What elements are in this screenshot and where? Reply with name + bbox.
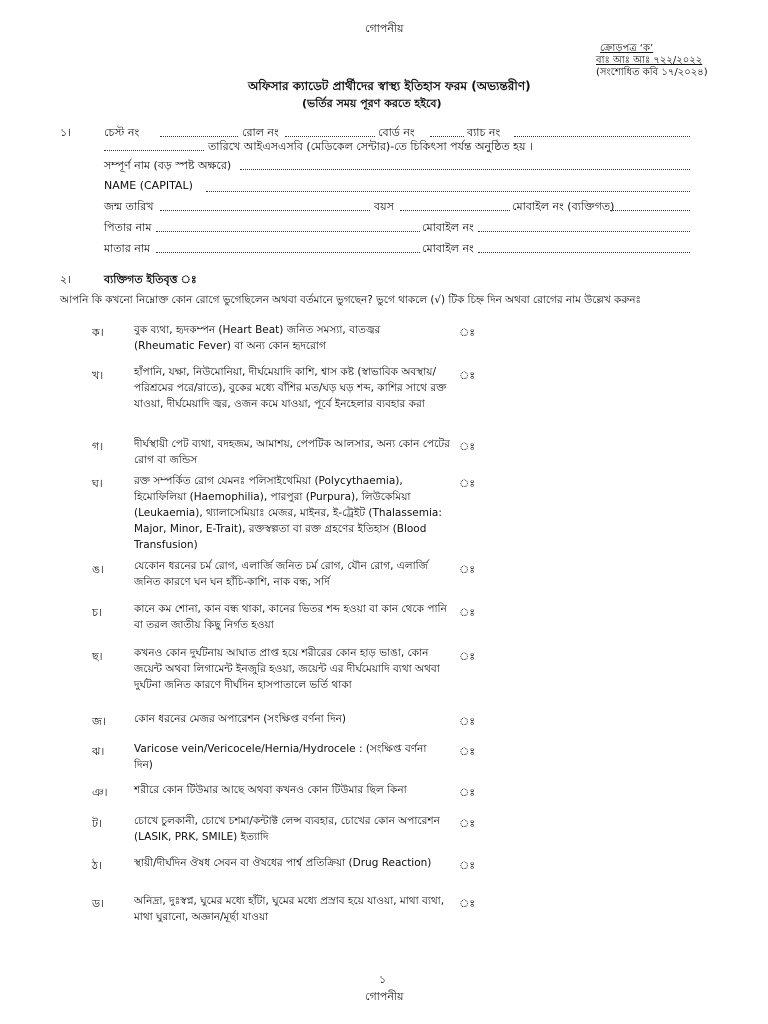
roll-field[interactable] xyxy=(285,136,375,137)
age-field[interactable] xyxy=(400,210,510,211)
item-text: স্থায়ী/দীর্ঘদিন ঔষধ সেবন বা ঔষধের পার্শ্ব প্রতিক্রিয়া (Drug Reaction) xyxy=(134,857,432,869)
item-answer-colon[interactable]: ঃ xyxy=(459,650,476,663)
chest-field[interactable] xyxy=(160,136,238,137)
father-mobile-field[interactable] xyxy=(478,231,690,232)
mother-mobile-field[interactable] xyxy=(478,252,690,253)
item-key: খ। xyxy=(92,369,104,382)
item-key: ট। xyxy=(92,817,102,830)
section-1-number: ১। xyxy=(60,126,72,139)
item-key: ক। xyxy=(92,326,104,339)
mobile-personal-label: মোবাইল নং (ব্যক্তিগত) xyxy=(512,200,615,213)
item-key: ঝ। xyxy=(92,745,105,758)
item-answer-colon[interactable]: ঃ xyxy=(459,563,476,576)
father-mobile-label: মোবাইল নং xyxy=(422,221,474,234)
ref-line2: বাঃ আঃ আঃ ৭২২/২০২২ xyxy=(596,55,703,66)
item-text: রক্ত সম্পর্কিত রোগ যেমনঃ পলিসাইথেমিয়া (Polycythaemia), হিমোফিলিয়া (Haemophilia), পারপুরা (Purpura), লিউকেমিয়া (Leukaemia), থ্যালাসেমিয়াঃ মেজর, মাইনর, ই-ট্রেইট (Thalassemia: Major, Minor, E-Trait), রক্তস্বল্পতা বা রক্ত গ্রহণের ইতিহাস (Blood Transfusion) xyxy=(134,475,442,551)
name-capital-field[interactable] xyxy=(206,191,690,192)
board-field[interactable] xyxy=(430,136,464,137)
item-answer-colon[interactable]: ঃ xyxy=(459,440,476,453)
confidential-bottom: গোপনীয় xyxy=(365,990,404,1003)
item-text: যেকোন ধরনের চর্ম রোগ, এলার্জি জনিত চর্ম রোগ, যৌন রোগ, এলার্জি জনিত কারণে ঘন ঘন হাঁচি-কাশি, নাক বন্ধ, সর্দি xyxy=(134,560,429,588)
father-field[interactable] xyxy=(156,231,420,232)
mother-mobile-label: মোবাইল নং xyxy=(422,242,474,255)
item-answer-colon[interactable]: ঃ xyxy=(459,477,476,490)
item-answer-colon[interactable]: ঃ xyxy=(459,817,476,830)
item-answer-colon[interactable]: ঃ xyxy=(459,369,476,382)
section-2-number: ২। xyxy=(60,273,72,286)
item-key: ঞ। xyxy=(92,786,108,799)
dob-label: জন্ম তারিখ xyxy=(104,200,154,213)
item-text: হাঁপানি, যক্ষা, নিউমোনিয়া, দীর্ঘমেয়াদি কাশি, শ্বাস কষ্ট (স্বাভাবিক অবস্থায়/পরিশ্রমের পরে/রাতে), বুকের মধ্যে বাঁশির মত/ঘড় ঘড় শব্দ, কাশির সাথে রক্ত যাওয়া, দীর্ঘমেয়াদি জ্বর, ওজন কমে যাওয়া, পূর্বে ইনহেলার ব্যবহার করা xyxy=(134,366,447,410)
father-label: পিতার নাম xyxy=(104,221,152,234)
ref-line1: ক্রোড়পত্র ‘ক’ xyxy=(600,43,654,54)
chest-label: চেস্ট নং xyxy=(104,126,140,139)
fullname-field[interactable] xyxy=(240,169,690,170)
item-text: দীর্ঘস্থায়ী পেট ব্যথা, বদহজম, আমাশয়, পেপটিক আলসার, অন্য কোন পেটের রোগ বা জন্ডিস xyxy=(134,438,450,466)
page-number: ১ xyxy=(379,973,387,986)
section-2-question: আপনি কি কখনো নিম্নোক্ত কোন রোগে ভুগেছিলেন অথবা বর্তমানে ভুগছেন? ভুগে থাকলে (√) টিক চিহ্ন দিন অথবা রোগের নাম উল্লেখ করুনঃ xyxy=(60,294,641,306)
item-text: কানে কম শোনা, কান বন্ধ থাকা, কানের ভিতর শব্দ হওয়া বা কান থেকে পানি বা তরল জাতীয় কিছু নির্গত হওয়া xyxy=(134,603,447,631)
age-label: বয়স xyxy=(374,200,394,213)
item-answer-colon[interactable]: ঃ xyxy=(459,745,476,758)
item-answer-colon[interactable]: ঃ xyxy=(459,326,476,339)
mobile-personal-field[interactable] xyxy=(610,210,690,211)
batch-label: ব্যাচ নং xyxy=(467,126,501,139)
item-text: কোন ধরনের মেজর অপারেশন (সংক্ষিপ্ত বর্ণনা দিন) xyxy=(134,713,346,725)
item-text: চোখে চুলকানী, চোখে চশমা/কন্টাক্ট লেন্স ব্যবহার, চোখের কোন অপারেশন (LASIK, PRK, SMILE) ইত্যাদি xyxy=(134,815,440,843)
form-title: অফিসার ক্যাডেট প্রার্থীদের স্বাস্থ্য ইতিহাস ফরম (অভ্যন্তরীণ) xyxy=(248,79,531,93)
item-key: ছ। xyxy=(92,650,103,663)
roll-label: রোল নং xyxy=(242,126,279,139)
item-answer-colon[interactable]: ঃ xyxy=(459,786,476,799)
item-text: কখনও কোন দুর্ঘটনায় আঘাত প্রাপ্ত হয়ে শরীরের কোন হাড় ভাঙা, কোন জয়েন্ট অথবা লিগামেন্ট ইনজুরি হওয়া, জয়েন্ট এর দীর্ঘমেয়াদি ব্যথা অথবা দুর্ঘটনা জনিত কারণে দীর্ঘদিন হাসপাতালে ভর্তি থাকা xyxy=(134,647,440,691)
item-text: অনিদ্রা, দুঃস্বপ্ন, ঘুমের মধ্যে হাঁটা, ঘুমের মধ্যে প্রস্রাব হয়ে যাওয়া, মাথা ব্যথা, মাথা ঘুরানো, অজ্ঞান/মূর্ছা যাওয়া xyxy=(134,895,445,923)
section-2-heading: ব্যক্তিগত ইতিবৃত্ত ঃ xyxy=(104,273,197,286)
item-answer-colon[interactable]: ঃ xyxy=(459,859,476,872)
confidential-top: গোপনীয় xyxy=(365,22,404,35)
mother-label: মাতার নাম xyxy=(104,242,151,255)
date-line-text: তারিখে আইএসএসবি (মেডিকেল সেন্টার)-তে চিকিৎসা পর্যন্ত অনুষ্ঠিত হয় । xyxy=(208,140,533,153)
fullname-label: সম্পূর্ণ নাম (বড় স্পষ্ট অক্ষরে) xyxy=(104,159,232,172)
date-field[interactable] xyxy=(104,150,204,151)
ref-line3: (সংশোধিত কবি ১৭/২০২৪) xyxy=(596,67,708,78)
item-key: চ। xyxy=(92,606,102,619)
item-key: ঠ। xyxy=(92,859,102,872)
item-answer-colon[interactable]: ঃ xyxy=(459,897,476,910)
item-text: Varicose vein/Vericocele/Hernia/Hydrocele : (সংক্ষিপ্ত বর্ণনা দিন) xyxy=(134,743,427,771)
item-key: ড। xyxy=(92,897,105,910)
item-text: শরীরে কোন টিউমার আছে অথবা কখনও কোন টিউমার ছিল কিনা xyxy=(134,784,407,796)
item-key: গ। xyxy=(92,440,104,453)
item-key: জ। xyxy=(92,715,106,728)
name-capital-label: NAME (CAPITAL) xyxy=(104,179,193,192)
batch-field[interactable] xyxy=(514,136,690,137)
mother-field[interactable] xyxy=(156,252,420,253)
form-subtitle: (ভর্তির সময় পূরণ করতে হইবে) xyxy=(302,97,442,110)
item-answer-colon[interactable]: ঃ xyxy=(459,715,476,728)
item-text: বুক ব্যথা, হৃদকম্পন (Heart Beat) জনিত সমস্যা, বাতজ্বর (Rheumatic Fever) বা অন্য কোন হৃদরোগ xyxy=(134,324,381,352)
item-key: ঙ। xyxy=(92,563,105,576)
board-label: বোর্ড নং xyxy=(378,126,415,139)
item-key: ঘ। xyxy=(92,477,103,490)
item-answer-colon[interactable]: ঃ xyxy=(459,606,476,619)
dob-field[interactable] xyxy=(160,210,370,211)
